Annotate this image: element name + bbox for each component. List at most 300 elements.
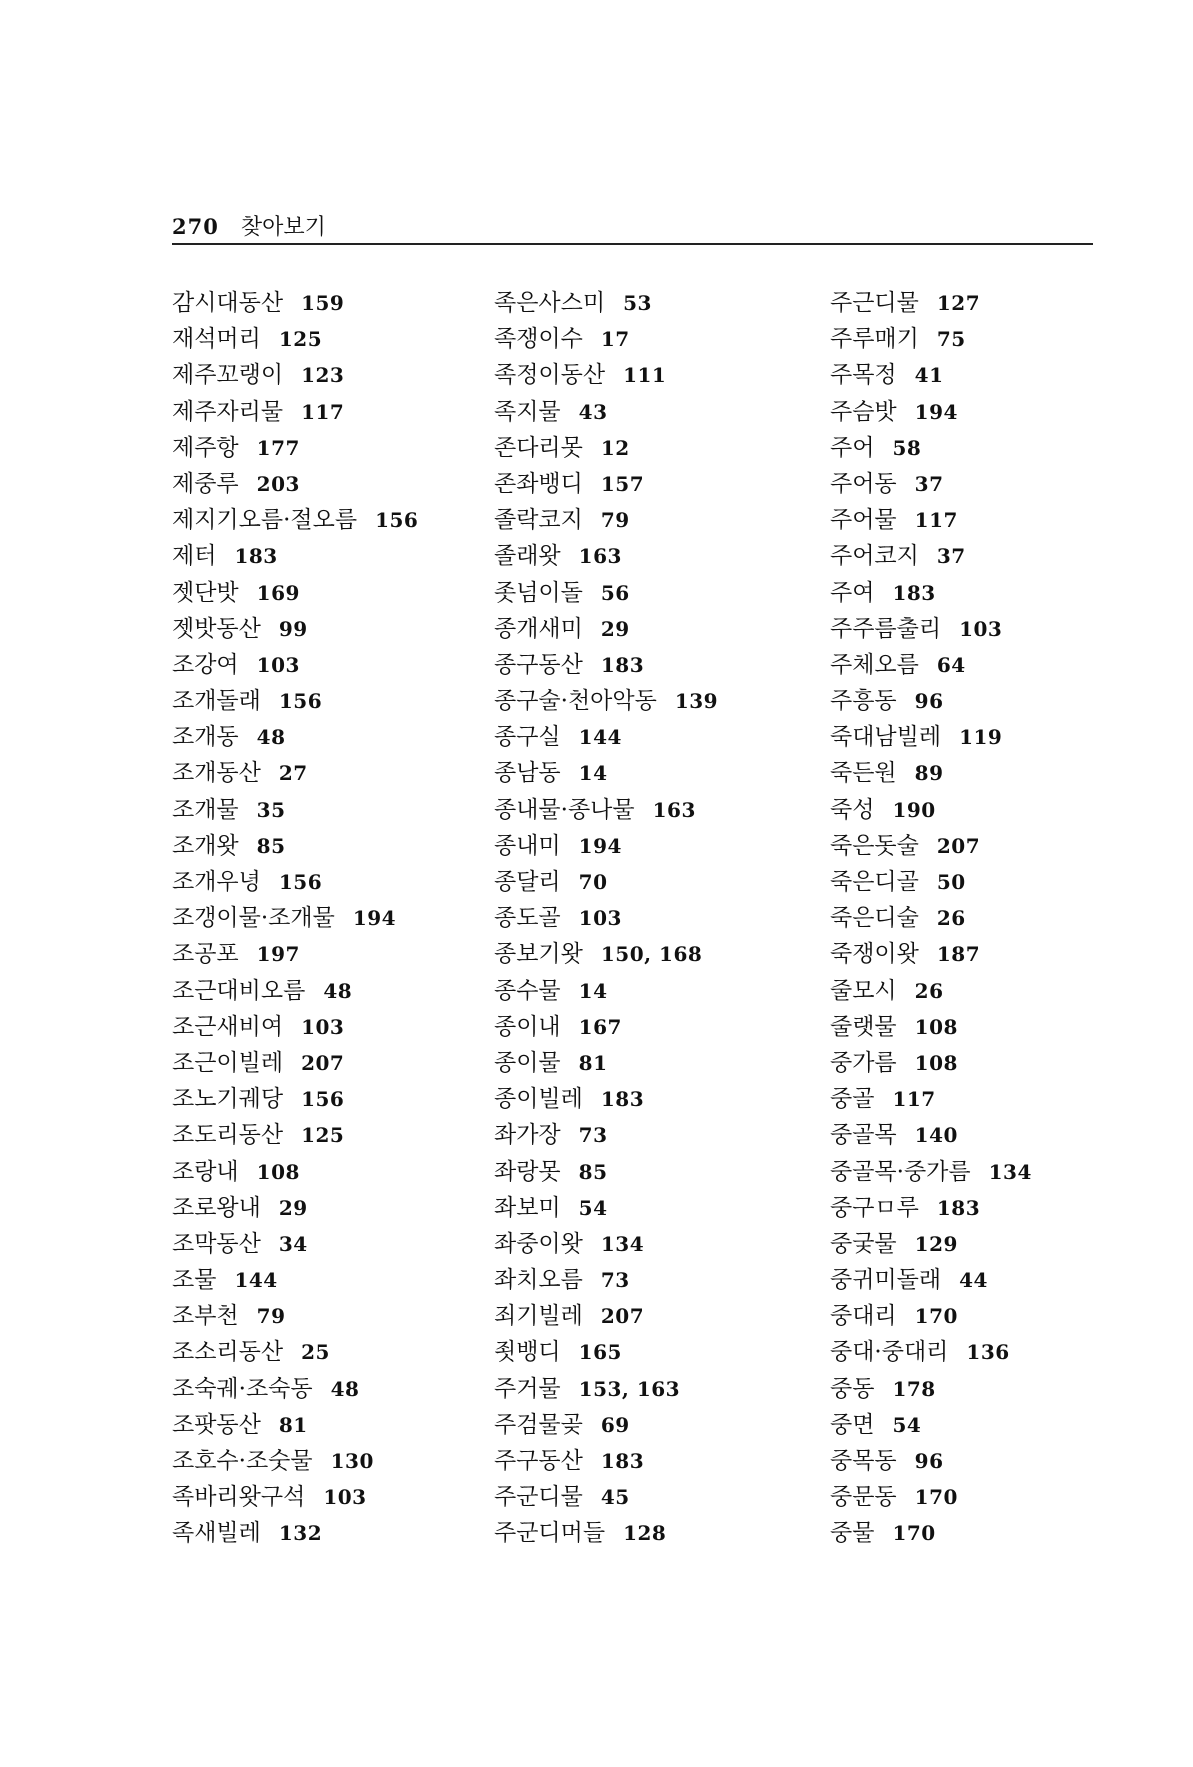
- index-entry: [830, 900, 1150, 936]
- index-term: 조개동산: [172, 760, 261, 787]
- index-page-ref: 79: [256, 1304, 286, 1329]
- index-term: 중궂물: [830, 1230, 897, 1257]
- index-page-ref: 170: [914, 1485, 958, 1510]
- index-entry: [494, 973, 814, 1009]
- index-term: 중골목·중가름: [830, 1158, 971, 1185]
- index-entry: [494, 1479, 814, 1515]
- index-term: 조랑내: [172, 1158, 239, 1185]
- index-entry: [830, 285, 1150, 321]
- index-entry: [830, 828, 1150, 864]
- index-page-ref: 37: [936, 544, 966, 569]
- index-term: 조로왕내: [172, 1194, 261, 1221]
- index-column-1: [172, 285, 492, 1552]
- index-entry: [494, 1081, 814, 1117]
- index-term: 존좌뱅디: [494, 470, 583, 497]
- index-term: 중귀미돌래: [830, 1267, 942, 1294]
- index-page-ref: 187: [936, 942, 981, 967]
- index-term: 종구실: [494, 724, 561, 751]
- index-term: 중대리: [830, 1303, 897, 1330]
- index-page-ref: 41: [914, 363, 944, 388]
- index-page-ref: 89: [914, 761, 944, 786]
- index-term: 젯밧동산: [172, 615, 261, 642]
- index-term: 제주꼬랭이: [172, 362, 284, 389]
- index-page-ref: 44: [959, 1268, 988, 1293]
- index-page-ref: 194: [352, 906, 397, 931]
- index-page-ref: 35: [256, 797, 286, 822]
- index-entry: [494, 1334, 814, 1370]
- index-term: 조팟동산: [172, 1411, 261, 1438]
- index-entry: [494, 828, 814, 864]
- index-page-ref: 159: [301, 291, 345, 315]
- index-term: 좃넘이돌: [494, 579, 583, 606]
- index-entry: [494, 1407, 814, 1443]
- index-entry: [172, 394, 492, 430]
- index-entry: [172, 1154, 492, 1190]
- index-term: 중면: [830, 1411, 875, 1438]
- index-page-ref: 53: [623, 291, 652, 315]
- index-term: 죽성: [830, 796, 875, 823]
- index-page-ref: 132: [278, 1521, 323, 1546]
- index-entry: [830, 1443, 1150, 1479]
- index-page-ref: 54: [892, 1412, 922, 1437]
- index-entry: [172, 647, 492, 683]
- index-entry: [830, 1371, 1150, 1407]
- index-term: 조호수·조숫물: [172, 1448, 313, 1474]
- index-entry: [494, 755, 814, 791]
- index-term: 종내물·종나물: [494, 796, 635, 823]
- index-page-ref: 45: [600, 1485, 630, 1510]
- index-term: 종이빌레: [494, 1086, 583, 1113]
- index-term: 종남동: [494, 760, 561, 787]
- index-entry: [172, 1443, 492, 1479]
- index-page-ref: 144: [234, 1268, 278, 1293]
- index-page-ref: 85: [578, 1159, 608, 1184]
- index-page-ref: 183: [936, 1195, 981, 1220]
- index-entry: [830, 973, 1150, 1009]
- index-entry: [494, 538, 814, 574]
- index-entry: [494, 1045, 814, 1081]
- index-page-ref: 140: [914, 1123, 958, 1148]
- index-entry: [172, 1298, 492, 1334]
- index-term: 주근디물: [830, 290, 919, 316]
- index-page-ref: 117: [301, 399, 345, 424]
- index-term: 죽든원: [830, 760, 897, 787]
- index-page-ref: 167: [578, 1014, 622, 1039]
- index-term: 족새빌레: [172, 1520, 261, 1547]
- index-page-ref: 69: [600, 1412, 630, 1437]
- index-page-ref: 207: [301, 1050, 345, 1075]
- index-page-ref: 183: [600, 1087, 645, 1112]
- index-page-ref: 170: [892, 1521, 936, 1546]
- index-page-ref: 119: [959, 725, 1003, 750]
- index-term: 중문동: [830, 1484, 897, 1511]
- index-page-ref: 190: [892, 797, 936, 822]
- index-entry: [494, 864, 814, 900]
- index-page-ref: 157: [600, 471, 645, 496]
- index-term: 조개왓: [172, 832, 239, 859]
- index-page-ref: 103: [578, 906, 622, 931]
- index-entry: [172, 1117, 492, 1153]
- index-term: 좌보미: [494, 1194, 561, 1221]
- page-header: [172, 210, 1092, 242]
- index-entry: [494, 321, 814, 357]
- index-page-ref: 43: [578, 399, 608, 424]
- index-term: 좌치오름: [494, 1267, 583, 1294]
- index-entry: [830, 1045, 1150, 1081]
- index-entry: [172, 1262, 492, 1298]
- index-entry: [830, 1479, 1150, 1515]
- header-rule: [172, 243, 1093, 245]
- index-term: 존다리못: [494, 434, 583, 461]
- index-page-ref: 150, 168: [600, 942, 703, 967]
- index-page-ref: 183: [600, 652, 645, 677]
- page-number: 270: [172, 214, 219, 239]
- index-term: 중대·중대리: [830, 1339, 949, 1366]
- index-page-ref: 163: [578, 544, 622, 569]
- index-entry: [172, 466, 492, 502]
- index-page-ref: 165: [578, 1340, 622, 1365]
- index-entry: [172, 755, 492, 791]
- index-page-ref: 103: [256, 652, 300, 677]
- index-entry: [494, 1262, 814, 1298]
- index-entry: [830, 936, 1150, 972]
- index-term: 조근새비여: [172, 1013, 284, 1040]
- index-entry: [172, 1334, 492, 1370]
- index-entry: [494, 466, 814, 502]
- index-page-ref: 153, 163: [578, 1376, 681, 1401]
- index-term: 종내미: [494, 832, 561, 859]
- index-entry: [494, 430, 814, 466]
- index-entry: [830, 394, 1150, 430]
- index-page-ref: 203: [256, 471, 300, 496]
- index-term: 조도리동산: [172, 1122, 284, 1149]
- index-page-ref: 156: [301, 1087, 345, 1112]
- index-page-ref: 125: [301, 1123, 345, 1148]
- index-entry: [830, 1334, 1150, 1370]
- index-page-ref: 103: [959, 616, 1003, 641]
- index-term: 좌가장: [494, 1122, 561, 1149]
- index-entry: [830, 1515, 1150, 1551]
- index-term: 주검물곶: [494, 1411, 583, 1438]
- index-term: 주어동: [830, 470, 897, 497]
- index-entry: [172, 611, 492, 647]
- index-entry: [830, 321, 1150, 357]
- index-page-ref: 37: [914, 471, 944, 496]
- index-page-ref: 169: [256, 580, 300, 605]
- index-term: 젯단밧: [172, 579, 239, 606]
- index-entry: [172, 936, 492, 972]
- index-term: 죄기빌레: [494, 1303, 583, 1330]
- index-entry: [172, 1515, 492, 1551]
- index-page-ref: 134: [600, 1231, 645, 1256]
- index-page-ref: 136: [966, 1340, 1010, 1365]
- index-term: 주어물: [830, 507, 897, 534]
- index-page-ref: 129: [914, 1231, 958, 1256]
- index-entry: [494, 394, 814, 430]
- index-entry: [172, 900, 492, 936]
- index-page-ref: 183: [234, 544, 278, 569]
- index-entry: [494, 683, 814, 719]
- index-entry: [830, 430, 1150, 466]
- index-entry: [494, 647, 814, 683]
- index-term: 주흥동: [830, 688, 897, 715]
- index-term: 조근이빌레: [172, 1049, 284, 1076]
- index-entry: [494, 1298, 814, 1334]
- index-term: 중목동: [830, 1448, 897, 1474]
- index-entry: [172, 1045, 492, 1081]
- index-page-ref: 197: [256, 942, 300, 967]
- index-entry: [494, 1154, 814, 1190]
- index-page-ref: 156: [375, 508, 419, 533]
- index-page-ref: 127: [936, 291, 981, 315]
- index-term: 족지물: [494, 398, 561, 425]
- index-term: 줄랫물: [830, 1013, 897, 1040]
- index-entry: [172, 357, 492, 393]
- index-page-ref: 183: [892, 580, 936, 605]
- index-term: 조물: [172, 1267, 217, 1294]
- index-term: 제지기오름·절오름: [172, 507, 358, 534]
- index-entry: [830, 1081, 1150, 1117]
- index-term: 제주항: [172, 434, 239, 461]
- index-entry: [830, 683, 1150, 719]
- index-page-ref: 58: [892, 435, 922, 460]
- index-term: 제중루: [172, 470, 239, 497]
- index-term: 좌랑못: [494, 1158, 561, 1185]
- index-term: 조근대비오름: [172, 977, 306, 1004]
- index-page-ref: 17: [600, 327, 630, 352]
- index-entry: [172, 430, 492, 466]
- index-page-ref: 81: [578, 1050, 608, 1075]
- index-page-ref: 99: [278, 616, 308, 641]
- index-term: 중가름: [830, 1049, 897, 1076]
- index-page-ref: 144: [578, 725, 622, 750]
- index-entry: [494, 1009, 814, 1045]
- index-term: 조노기궤당: [172, 1086, 284, 1113]
- index-term: 주주름출리: [830, 615, 942, 642]
- index-entry: [172, 683, 492, 719]
- index-page-ref: 178: [892, 1376, 936, 1401]
- index-page-ref: 163: [652, 797, 696, 822]
- index-term: 족은사스미: [494, 290, 606, 316]
- index-page-ref: 170: [914, 1304, 958, 1329]
- index-page-ref: 96: [914, 689, 944, 714]
- index-entry: [172, 864, 492, 900]
- index-entry: [830, 1407, 1150, 1443]
- index-page-ref: 48: [256, 725, 286, 750]
- index-page-ref: 54: [578, 1195, 608, 1220]
- index-page-ref: 79: [600, 508, 630, 533]
- index-entry: [830, 1190, 1150, 1226]
- index-page-ref: 156: [278, 689, 323, 714]
- index-entry: [830, 1117, 1150, 1153]
- index-term: 졸래왓: [494, 543, 561, 570]
- index-term: 족정이동산: [494, 362, 606, 389]
- index-term: 주체오름: [830, 651, 919, 678]
- index-entry: [830, 1262, 1150, 1298]
- index-term: 제주자리물: [172, 398, 284, 425]
- index-entry: [494, 1117, 814, 1153]
- index-page-ref: 117: [892, 1087, 936, 1112]
- index-page-ref: 75: [936, 327, 966, 352]
- index-column-2: [494, 285, 814, 1552]
- index-entry: [830, 864, 1150, 900]
- index-term: 죗뱅디: [494, 1339, 561, 1366]
- index-entry: [172, 792, 492, 828]
- index-page-ref: 29: [600, 616, 630, 641]
- index-term: 주군디머들: [494, 1520, 606, 1547]
- index-entry: [830, 1298, 1150, 1334]
- index-entry: [494, 285, 814, 321]
- index-page-ref: 108: [914, 1014, 958, 1039]
- index-term: 제터: [172, 543, 217, 570]
- index-entry: [830, 502, 1150, 538]
- index-term: 감시대동산: [172, 290, 284, 316]
- index-term: 종달리: [494, 869, 561, 895]
- index-page-ref: 194: [914, 399, 958, 424]
- index-page-ref: 108: [914, 1050, 958, 1075]
- index-term: 중물: [830, 1520, 875, 1547]
- index-page-ref: 73: [578, 1123, 608, 1148]
- index-page-ref: 123: [301, 363, 345, 388]
- index-term: 조개물: [172, 796, 239, 823]
- index-entry: [172, 575, 492, 611]
- index-page-ref: 111: [623, 363, 667, 388]
- index-term: 조강여: [172, 651, 239, 678]
- index-page-ref: 207: [936, 833, 981, 858]
- index-page-ref: 108: [256, 1159, 300, 1184]
- index-page-ref: 25: [301, 1340, 330, 1365]
- index-term: 조소리동산: [172, 1339, 284, 1366]
- index-entry: [830, 575, 1150, 611]
- index-page-ref: 194: [578, 833, 622, 858]
- index-entry: [172, 502, 492, 538]
- index-term: 주여: [830, 579, 875, 606]
- index-page-ref: 70: [578, 870, 608, 894]
- index-entry: [494, 502, 814, 538]
- index-term: 조공포: [172, 941, 239, 968]
- index-page-ref: 139: [674, 689, 719, 714]
- index-entry: [172, 973, 492, 1009]
- index-term: 주어코지: [830, 543, 919, 570]
- index-term: 주군디물: [494, 1484, 583, 1511]
- index-page-ref: 27: [278, 761, 308, 786]
- index-term: 죽대남빌레: [830, 724, 942, 751]
- index-term: 주구동산: [494, 1448, 583, 1474]
- index-page-ref: 103: [323, 1485, 367, 1510]
- index-entry: [830, 647, 1150, 683]
- index-term: 종개새미: [494, 615, 583, 642]
- index-term: 종수물: [494, 977, 561, 1004]
- index-entry: [494, 1190, 814, 1226]
- index-entry: [172, 1081, 492, 1117]
- index-entry: [494, 357, 814, 393]
- index-entry: [494, 1226, 814, 1262]
- index-entry: [172, 1479, 492, 1515]
- index-page-ref: 48: [330, 1376, 360, 1401]
- index-entry: [830, 1154, 1150, 1190]
- index-term: 종구술·천아악동: [494, 688, 657, 715]
- index-entry: [494, 575, 814, 611]
- index-term: 족바리왓구석: [172, 1484, 306, 1511]
- index-entry: [172, 285, 492, 321]
- index-entry: [494, 792, 814, 828]
- index-page-ref: 50: [936, 870, 966, 894]
- index-page-ref: 64: [936, 652, 966, 677]
- index-page-ref: 130: [330, 1449, 374, 1473]
- index-entry: [494, 900, 814, 936]
- index-entry: [172, 828, 492, 864]
- index-page-ref: 29: [278, 1195, 308, 1220]
- index-entry: [830, 755, 1150, 791]
- index-entry: [830, 792, 1150, 828]
- index-page-ref: 183: [600, 1449, 645, 1473]
- index-term: 죽은디술: [830, 905, 919, 932]
- index-entry: [172, 321, 492, 357]
- index-term: 종도골: [494, 905, 561, 932]
- index-page-ref: 125: [278, 327, 323, 352]
- index-column-3: [830, 285, 1150, 1552]
- index-term: 주슴밧: [830, 398, 897, 425]
- index-entry: [830, 1226, 1150, 1262]
- index-term: 주루매기: [830, 326, 919, 353]
- index-term: 족쟁이수: [494, 326, 583, 353]
- index-term: 조갱이물·조개물: [172, 905, 335, 932]
- index-page-ref: 12: [600, 435, 630, 460]
- index-term: 조막동산: [172, 1230, 261, 1257]
- index-page-ref: 103: [301, 1014, 345, 1039]
- index-entry: [494, 611, 814, 647]
- index-entry: [830, 357, 1150, 393]
- index-term: 죽은돗술: [830, 832, 919, 859]
- index-page-ref: 14: [578, 978, 608, 1003]
- index-page-ref: 26: [936, 906, 966, 931]
- index-term: 죽은디골: [830, 869, 919, 895]
- index-entry: [494, 719, 814, 755]
- index-entry: [494, 1443, 814, 1479]
- index-page-ref: 56: [600, 580, 630, 605]
- index-term: 중동: [830, 1375, 875, 1402]
- index-page-ref: 156: [278, 870, 323, 894]
- index-term: 조부천: [172, 1303, 239, 1330]
- index-entry: [830, 1009, 1150, 1045]
- index-term: 종이물: [494, 1049, 561, 1076]
- index-entry: [830, 719, 1150, 755]
- index-entry: [172, 538, 492, 574]
- index-entry: [172, 1407, 492, 1443]
- index-entry: [494, 1515, 814, 1551]
- index-page-ref: 96: [914, 1449, 944, 1473]
- index-entry: [830, 611, 1150, 647]
- running-title: 찾아보기: [240, 215, 326, 240]
- index-term: 줄모시: [830, 977, 897, 1004]
- index-page-ref: 177: [256, 435, 300, 460]
- index-entry: [494, 936, 814, 972]
- index-term: 종보기왓: [494, 941, 583, 968]
- index-term: 종구동산: [494, 651, 583, 678]
- index-term: 좌중이왓: [494, 1230, 583, 1257]
- index-page-ref: 14: [578, 761, 608, 786]
- index-term: 주목정: [830, 362, 897, 389]
- index-term: 주거물: [494, 1375, 561, 1402]
- index-entry: [172, 1371, 492, 1407]
- index-term: 죽쟁이왓: [830, 941, 919, 968]
- index-page-ref: 134: [988, 1159, 1032, 1184]
- index-page-ref: 26: [914, 978, 944, 1003]
- index-term: 조숙궤·조숙동: [172, 1375, 313, 1402]
- index-entry: [172, 719, 492, 755]
- index-entry: [172, 1226, 492, 1262]
- index-entry: [830, 466, 1150, 502]
